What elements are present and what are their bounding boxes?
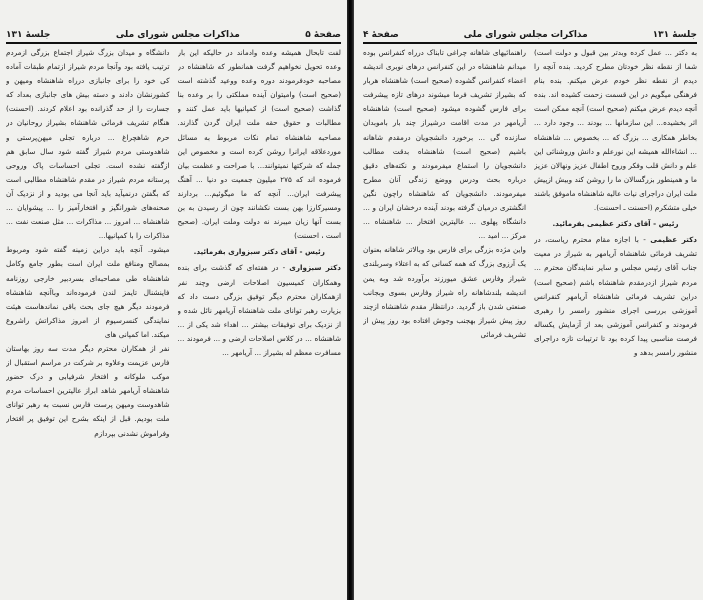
paragraph: راهنمائیهای شاهانه چراغی تابناک درراه کنفرانس بوده میدانم شاهنشاه در این کنفرانس درهای نوبری اندیشه اعضاء کنفرانس گشوده (صحیح است) شاهنشاه هربار که بشیراز تشریف فرما میشوند درهای تازه پیشرفت برای فارس گشوده میشود (صحیح است) شاهنشاه آریامهر در مدت اقامت درشیراز چند بار باموبدان سازنده گی ... برخورد دانشجویان درمقدم شاهانه باشیم (صحیح است) شاهنشاه بدقت مطالب دانشجویان را استماع میفرمودند و نکته‌های دقیق درباره بحث ودرس ووضع زندگی آنان مطرح میفرمودند. دانشجویان که شاهنشاه راچون نگین انگشتری درمیان گرفته بودند آینده درخشان ایران و ... دانشگاه پهلوی ... عالیترین افتخار ... شاهنشاه ... مرکز ... امید ... bbox=[363, 48, 526, 241]
speech-text: - با اجازه مقام محترم ریاست، در تشریف فرمائی شاهنشاه آریامهر به شیراز در معیت جناب آقای رئیس مجلس و سایر نمایندگان محترم ... مردم شیراز ازدرمقدم شاهنشاه باشم (صحیح است) دراین تشریف فرمائی شاهنشاه آریامهر کنفرانس آموزشی بررسی اجرای منشور رامسر را رهبری فرمودند و کنفرانس آموزشی بعد از آزمایش یکساله فرصت مناسبی پیدا کرده بود تا ترتیبات تازه دراجرای منشور رامسر بدهد و bbox=[534, 235, 697, 357]
paragraph: نفر از همکاران محترم دیگر مدت سه روز بهاستان فارس عزیمت وعلاوه بر شرکت در مراسم استقبال از موکب ملوکانه و افتخار شرفیابی و درک حضور شاهنشاه آریامهر شاهد ابراز عالیترین احساسات مردم شاهدوست ومیهن پرست فارس نسبت به رهبر توانای ملت بودیم. قبل از اینکه بشرح این توفیق پر افتخار وفراموش نشدنی بپردازم bbox=[6, 343, 170, 438]
speech bbox=[534, 233, 697, 360]
paragraph: میشود. آنچه باید دراین زمینه گفته شود ومربوط بمصالح ومنافع ملت ایران است بطور جامع وکامل شاهنشاه طی مصاحبه‌ای بسردبیر خارجی روزنامه فاینشنال تایمز لندن فرموده‌اند وباآنچه شاهنشاه فرمودند دیگر هیچ جای بحث باقی نماندهاست هیئت نمایندگی کنسرسیوم از امروز مذاکراتش راشروع میکند. اما کمپانی های bbox=[6, 245, 170, 339]
page-5 bbox=[0, 0, 351, 600]
session-number: جلسهٔ ۱۳۱ bbox=[652, 30, 697, 40]
speech-text: - در هفته‌ای که گذشت برای بنده وهمکاران کمیسیون اصلاحات ارضی وچند نفر ازهمکاران محترم دیگر توفیق بزرگی دست داد که بزیارت رهبر توانای ملت شاهنشاه آریامهر نائل شده و از نزدیک برای توفیقات بیشتر ... اهداء شد یکی از ... شاهنشاه ... در کلاس اصلاحات ارضی و ... فرمودند ... مسافرت معظم له بشیراز ... آریامهر ... bbox=[177, 263, 341, 357]
paragraph: واین مژده بزرگی برای فارس بود وبالاتر شاهانه بعنوان یک آرزوی بزرگ که همه کسانی که به اعتلاء وسربلندی شیراز وفارس عشق میورزند برآورده شد وبه‌ یمن اندیشه بلندشاهانه راه شیراز وفارس بسوی وبجانب صنعتی شدن باز گردید. درانتظار مقدم شاهنشاه ازچند روز پیش شیراز بهجنب وجوش افتاده بود روز پیش از تشریف فرمائی bbox=[363, 245, 526, 339]
speaker-name: دکتر سبزواری bbox=[289, 263, 341, 273]
column-left bbox=[363, 46, 526, 594]
page-header bbox=[6, 26, 341, 44]
page-header bbox=[363, 26, 697, 44]
book-gutter bbox=[347, 0, 354, 600]
page-4 bbox=[351, 0, 703, 600]
page-number: صفحهٔ ۵ bbox=[305, 30, 341, 40]
publication-title: مذاکرات مجلس شورای ملی bbox=[463, 30, 588, 40]
paragraph: به دکتر ... عمل کرده وبدتر بین قبول و دولت است) شما از نقطه نظر خودتان مطرح کردید. بنده آنچه را دیدم از نقطه نظر خودم عرض میکنم. بنده بنام فرهنگی میگویم در این قسمت زحمت کشیده اند. بنده آنچه دیدم عرض میکنم (صحیح است) آنچه ممکن است اثر بخشیده... این سازمانها ... بودند ... وجود دارد ... بخاطر همکاری ... بزرگ که ... بخصوص ... شاهنشاه ... انشاءالله همیشه این نورعلم و دانش وروشنائی این علم و دانش قلب وفکر وروح اطفال عزیز ونهالان عزیز ما و همینطور بزرگسالان ما را روشن کند وبیش ازپیش ملت ایران دراجرای نیات عالیه شاهنشاه ماموفق باشند خیلی متشکرم (احسنت ـ احسنت). bbox=[534, 48, 697, 213]
page-columns bbox=[6, 46, 341, 594]
publication-title: مذاکرات مجلس شورای ملی bbox=[115, 30, 240, 40]
page-number: صفحهٔ ۴ bbox=[363, 30, 399, 40]
page-columns bbox=[363, 46, 697, 594]
speaker-name: دکتر عظیمی bbox=[650, 235, 697, 245]
paragraph: لفت تابحال همیشه وعده وادماند در حالیکه این بار وعده تحویل نخواهیم گرفت همانطور که شاهنشاه در مصاحبه خودفرمودند دوره وعده ووعید گذشته است (صحیح است) وامیتوان آینده مملکتی را بر وعده بنا گذاشت (صحیح است) از کمپانیها باید عمل کنند و مطالبات و حقوق حقه ملت ایران گردن گذارند. مصاحبه شاهنشاه تمام نکات مربوط به مسائل موردعلاقه ایرانرا روشن کرده است و مخصوص این جمله که شرکتها نمیتوانند... با صراحت و عظمت بیان فرموده اند که ۲۷۵ میلیون جمعیت دو دنیا ... آهنگ پیشرفت ایران... آنچه که ما میگوئیم... بردارند ومسیرکارزا بهن بست نکشانند چون از رسیدن به بن بست آنها زیان میبرند نه دولت وملت ایران. (صحیح است ، احسنت) bbox=[177, 48, 341, 241]
column-right bbox=[534, 46, 697, 594]
paragraph: دانشگاه و میدان بزرگ شیراز اجتماع بزرگی ازمردم ترتیب یافته بود وآنجا مردم شیراز ازتمام طبقات آماده کی خود را برای جانبازی درراه شاهنشاه ومیهن و کشورنشان دادند و دسته بیش های جانبازی بعداد که جسارت را از حد گذرانده بود اعلام کردند. (احسنت) هنگام تشریف فرمائی شاهنشاه بشیراز روحانیان در حرم شاهچراغ ... درباره تجلی میهن‌پرستی و شاهدوستی مردم شیراز گفته شود سال سابق هم ازگفته نشده است. تجلی احساسات پاک وروحی پرستانه مردم شیراز در مقدم شاهنشاه مطالبی است که بگفتن درنمیآید باید آنجا می بودید و از نزدیک آن صحنه‌های شورانگیز و افتخارآمیز را ... پیشوایان ... شاهنشاه ... امروز ... مذاکرات ... مثل صنعت نفت ... مذاکرات را با کمپانیها... bbox=[6, 48, 170, 241]
column-right bbox=[178, 46, 342, 594]
speech bbox=[178, 261, 342, 360]
column-left bbox=[6, 46, 170, 594]
session-number: جلسهٔ ۱۳۱ bbox=[6, 30, 51, 40]
speaker-line: رئیس - آقای دکتر سبزواری بفرمائید. bbox=[193, 247, 325, 257]
speaker-line: رئیس - آقای دکتر عظیمی بفرمائید. bbox=[552, 219, 679, 229]
